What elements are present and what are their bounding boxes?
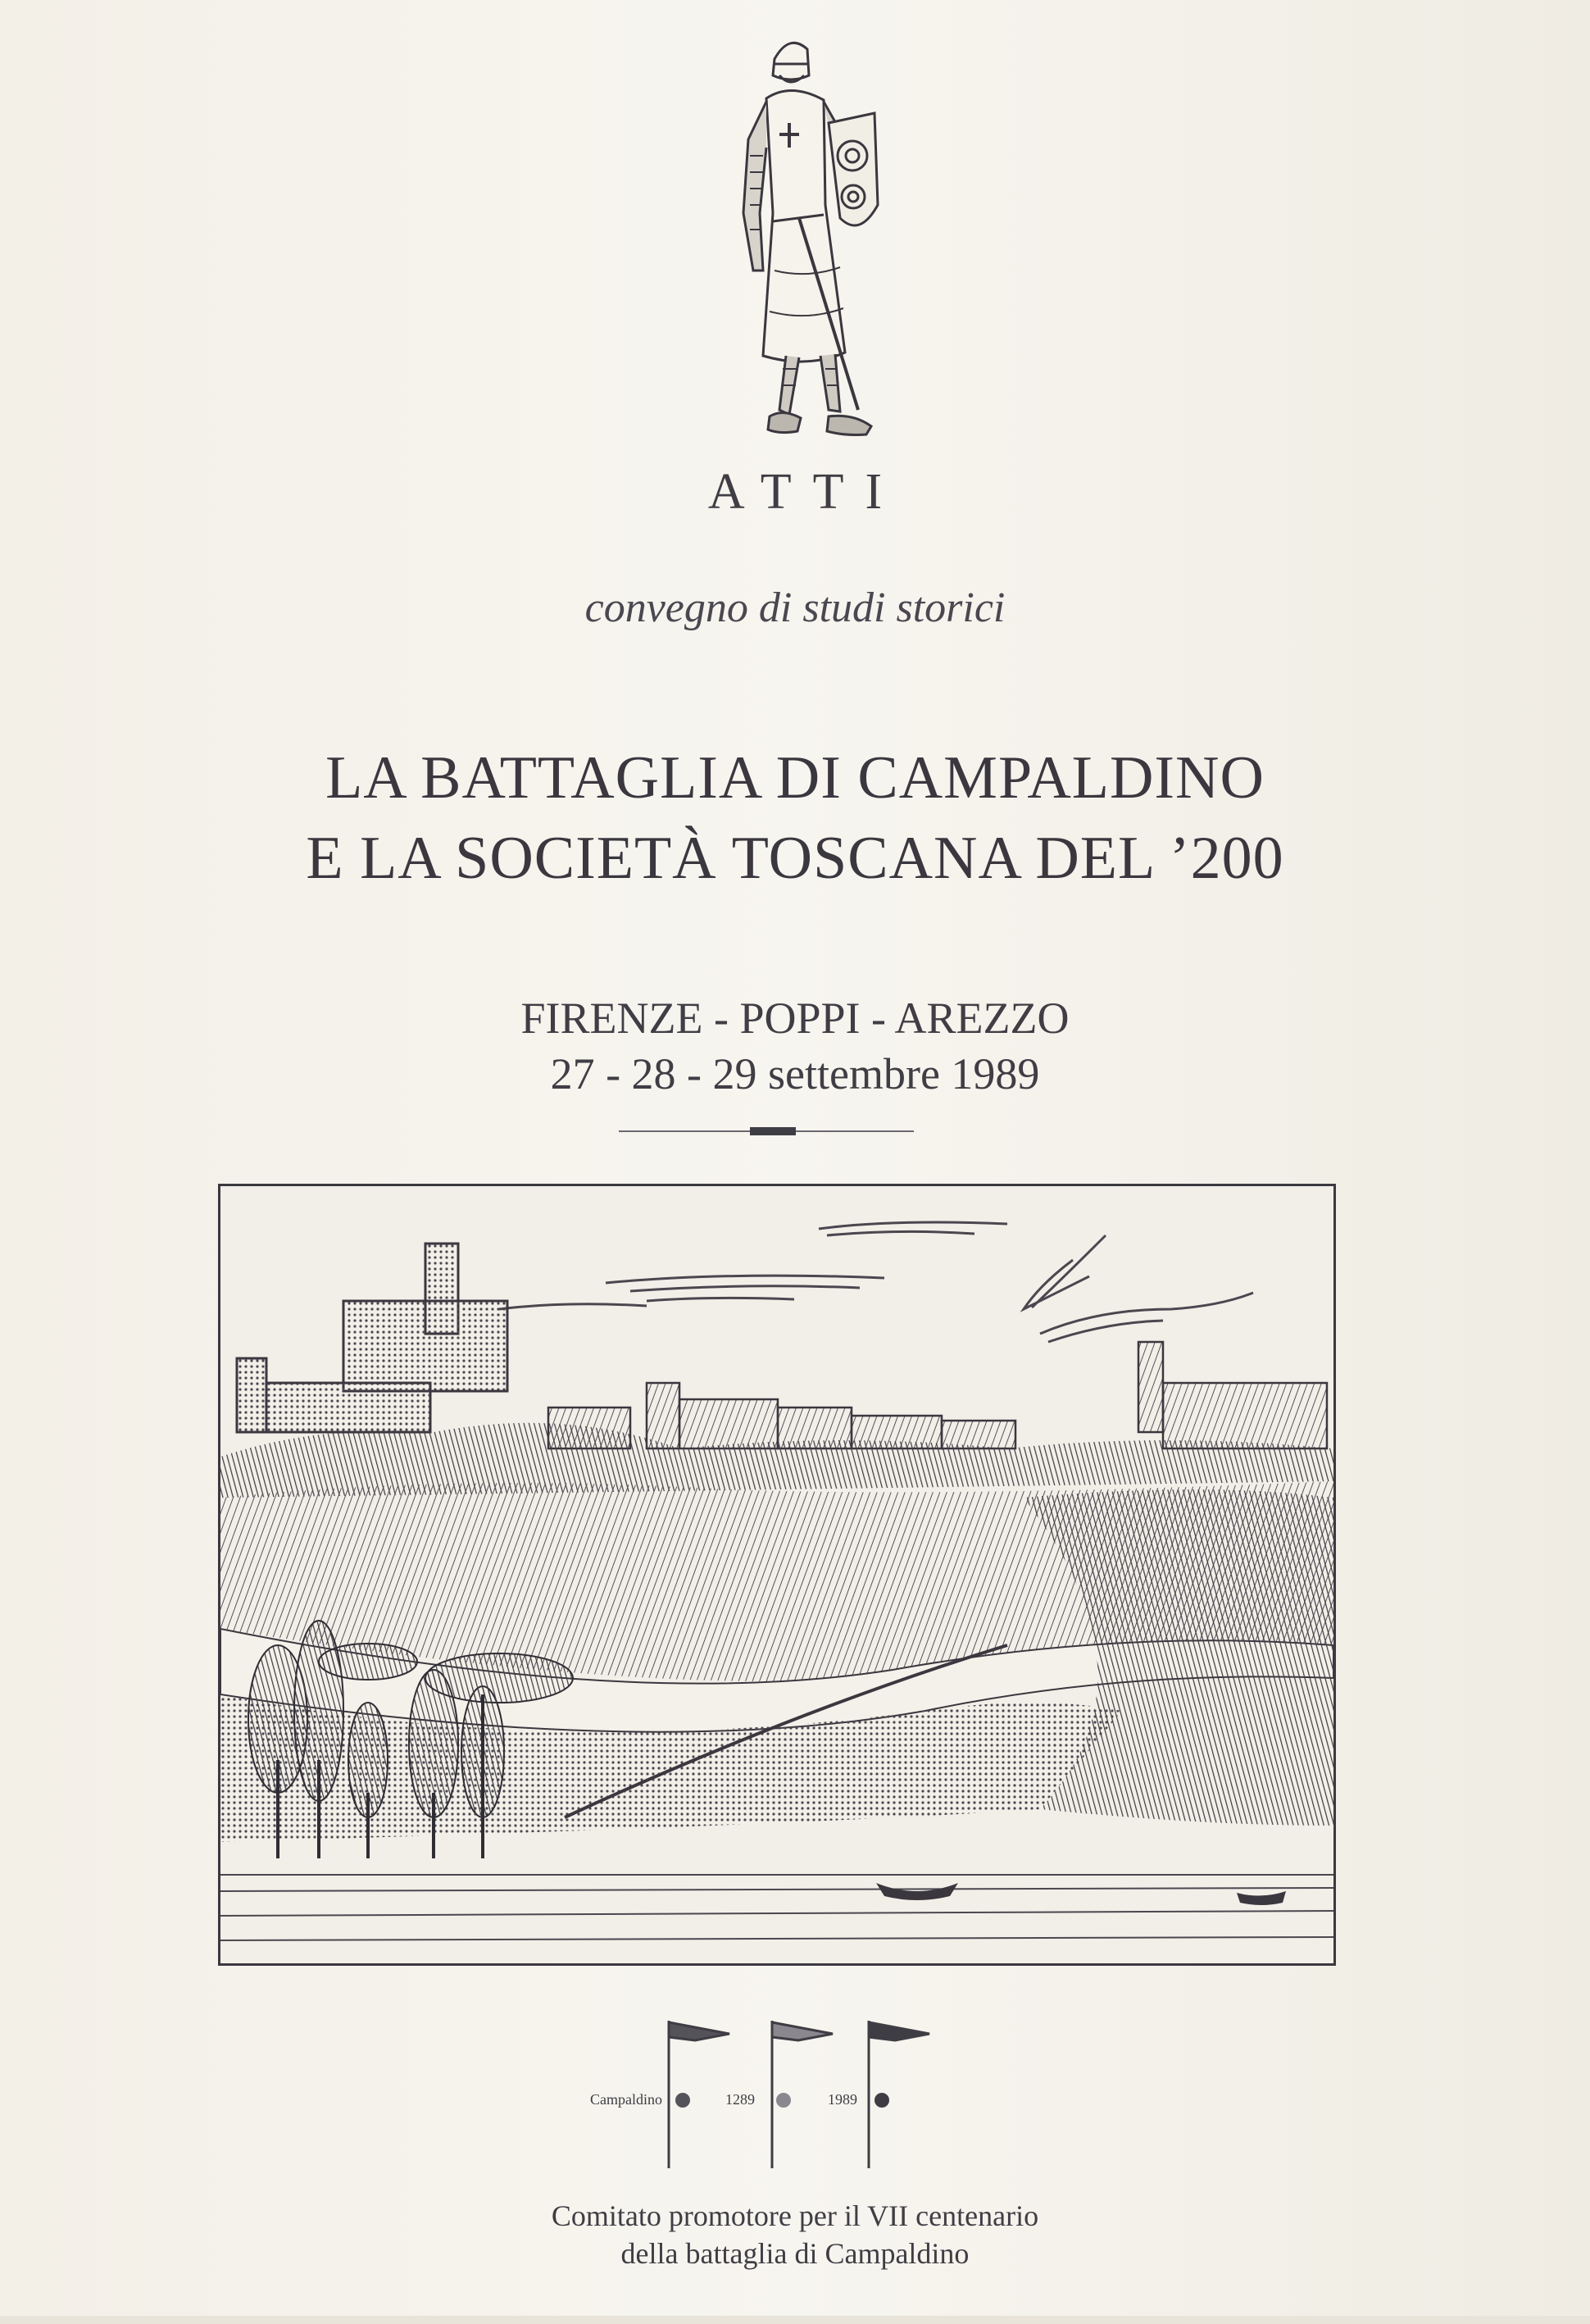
footer-line-1: Comitato promotore per il VII centenario: [551, 2199, 1039, 2232]
publisher-credit: [0, 2197, 1590, 2272]
divider-ornament: [750, 1127, 796, 1135]
logo-label-1289: 1289: [725, 2091, 755, 2108]
landscape-engraving: [218, 1184, 1336, 1966]
book-title: [0, 738, 1590, 898]
knight-illustration: [684, 25, 897, 451]
page-edge: [0, 2316, 1590, 2324]
logo-label-campaldino: Campaldino: [590, 2091, 662, 2108]
event-details: [0, 990, 1590, 1102]
logo-label-1989: 1989: [828, 2091, 857, 2108]
event-places: FIRENZE - POPPI - AREZZO: [520, 994, 1070, 1043]
committee-logo: [590, 2012, 984, 2176]
title-line-2: E LA SOCIETÀ TOSCANA DEL ’200: [306, 825, 1284, 892]
conference-subtitle: convegno di studi storici: [584, 584, 1006, 631]
footer-line-2: della battaglia di Campaldino: [620, 2237, 970, 2270]
title-line-1: LA BATTAGLIA DI CAMPALDINO: [325, 744, 1265, 812]
event-dates: 27 - 28 - 29 settembre 1989: [550, 1049, 1040, 1098]
atti-heading: ATTI: [707, 464, 904, 520]
